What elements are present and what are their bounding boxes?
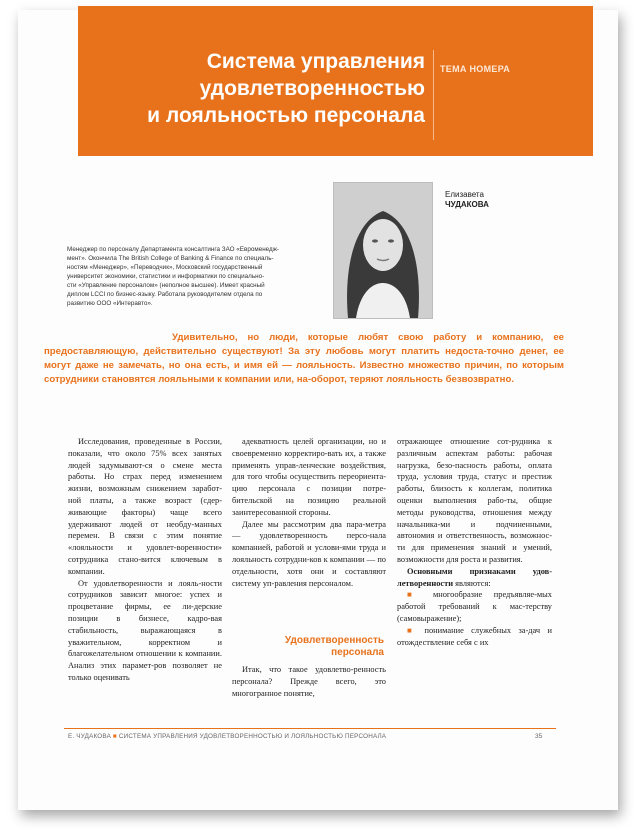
bold-phrase: Основными признаками удов-летворенности	[397, 566, 552, 588]
bullet-text: понимание служебных за-дач и отождествление себя с их	[397, 625, 552, 647]
lead-paragraph	[44, 331, 564, 387]
section-subheading: Удовлетворенность персонала	[284, 635, 384, 658]
footer-title: СИСТЕМА УПРАВЛЕНИЯ УДОВЛЕТВОРЕННОСТЬЮ И ЛОЯЛЬНОСТЬЮ ПЕРСОНАЛА	[118, 733, 387, 740]
author-photo	[333, 182, 433, 319]
author-bio	[67, 245, 329, 308]
paragraph: Итак, что такое удовлетво-ренность персонала? Прежде всего, это многогранное понятие,	[232, 665, 386, 698]
section-tag: ТЕМА НОМЕРА	[440, 64, 511, 74]
title-line-1: Система управления	[206, 50, 425, 73]
paragraph: От удовлетворенности и лояль-ности сотрудников зависит многое: успех и процветание фирмы, ее ли-дерские позиции в бизнесе, кадро-вая стабильность, выражающаяся в уважительном, корректном и благожелательном отношении к компании. Анализ этих парамет-ров позволяет не только оценивать	[68, 578, 222, 682]
column-2	[232, 436, 386, 589]
bullet-item	[397, 589, 552, 624]
author-last-name: ЧУДАКОВА	[445, 200, 489, 209]
title-line-3: и лояльностью персонала	[147, 104, 425, 127]
paragraph-tail: являются:	[453, 578, 491, 588]
column-2-continued	[232, 664, 386, 699]
bullet-text: многообразие предъявляе-мых работой требований к мас-терству (самовыражение);	[397, 590, 552, 623]
paragraph: отражающее отношение сот-рудника к различным аспектам работы: рабочая нагрузка, безо-пасность работы, оплата труда, условия труда, статус и престиж работы, близость к коллегам, политика оценки выполнения рабо-ты, общие методы руководства, отношения между начальника-ми и подчиненными, автономия и ответственность, возможнос-ти для применения знаний и умений, возможности для роста и развития.	[397, 437, 552, 564]
paragraph: Далее мы рассмотрим два пара-метра — удовлетворенность персо-нала компанией, работой и услови-ями труда и лояльность сотрудни-ков к компании — по отдельности, хотя они и составляют систему уп-равления персоналом.	[232, 519, 386, 588]
bullet-square-icon: ■	[407, 590, 422, 600]
paragraph	[397, 566, 552, 590]
lead-text: Удивительно, но люди, которые любят свою работу и компанию, ее предоставляющую, действительно существуют! За эту любовь могут платить недоста-точно денег, ее могут даже не замечать, но она есть, и имя ей — лояльность. Известно множество причин, по которым сотрудники становятся лояльными к компании или, на-оборот, теряют лояльность безвозвратно.	[44, 332, 564, 385]
bio-line: диплом LCCI по бизнес-языку. Работала руководителем отдела по	[67, 291, 263, 298]
title-line-2: удовлетворенностью	[199, 77, 425, 100]
paragraph: адекватность целей организации, но и своевременно корректиро-вать их, а также применять управ-ленческие воздействия, для того чтобы осуществить переориента-цию персонала с позиции потре-бительской на позицию реальной заинтересованной стороны.	[232, 437, 386, 517]
title-divider	[433, 50, 434, 140]
author-name	[445, 190, 489, 210]
bio-line: мент». Окончила The British College of Banking & Finance по специаль-	[67, 255, 274, 262]
page-number: 35	[535, 733, 543, 740]
author-first-name: Елизавета	[445, 190, 484, 199]
column-3	[397, 436, 552, 648]
bio-line: Менеджер по персоналу Департамента консалтинга ЗАО «Евроменедж-	[67, 246, 280, 253]
bullet-item	[397, 625, 552, 649]
article-title	[80, 48, 425, 129]
footer-square-icon: ■	[112, 733, 117, 740]
bio-line: развитию ООО «Интеравто».	[67, 300, 153, 307]
column-1	[68, 436, 222, 684]
bullet-square-icon: ■	[407, 625, 418, 635]
bio-line: сти «Управление персоналом» (неполное высшее). Имеет красный	[67, 282, 265, 289]
bio-line: университет экономики, статистики и информатики по специально-	[67, 273, 265, 280]
footer-author: Е. ЧУДАКОВА	[68, 733, 111, 740]
bio-line: ностям «Менеджер», «Переводчик», Московский государственный	[67, 264, 263, 271]
paragraph: Исследования, проведенные в России, показали, что около 75% всех занятых людей задумывают-ся о смене места работы. Но страх перед изменением жизни, возможным снижением заработ-ной платы, а также возраст (сдер-живающие факторы) чаще всего удерживают людей от необду-манных перемен. В связи с этим понятие «лояльности и удовлет-воренности» сотрудника стано-вится ключевым в компании.	[68, 437, 222, 576]
running-footer	[68, 733, 386, 740]
footer-rule	[64, 728, 556, 729]
